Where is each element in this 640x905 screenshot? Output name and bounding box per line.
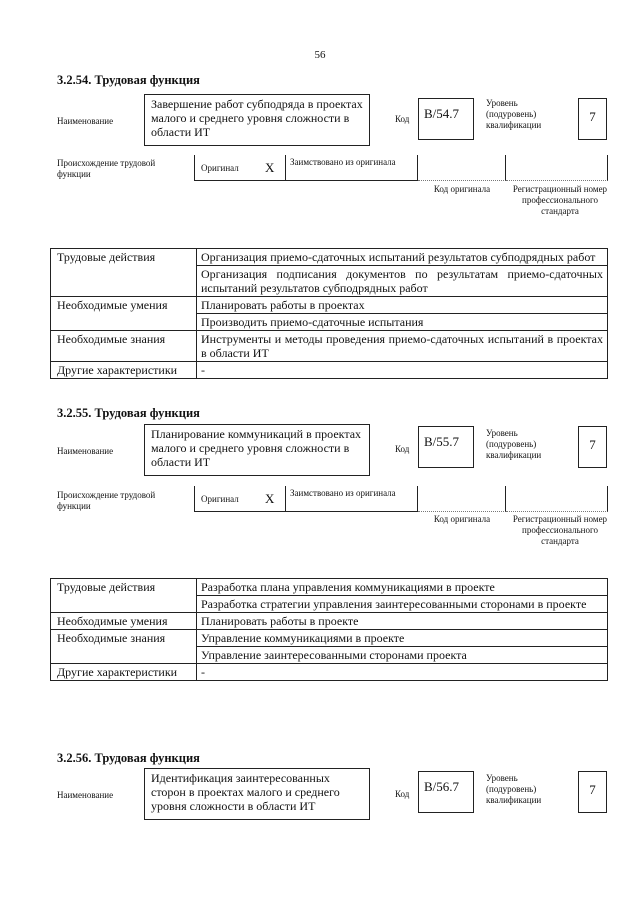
origin-row — [194, 155, 608, 181]
level-label: Уровень (подуровень) квалификации — [486, 773, 542, 805]
row-value: Производить приемо-сдаточные испытания — [197, 314, 608, 331]
table-row — [51, 630, 608, 647]
row-key: Другие характеристики — [51, 664, 197, 681]
row-value: Разработка стратегии управления заинтересованными сторонами в проекте — [197, 596, 608, 613]
name-label: Наименование — [57, 790, 114, 800]
page-number: 56 — [314, 49, 326, 61]
table-row — [51, 613, 608, 630]
row-value: Планировать работы в проекте — [197, 613, 608, 630]
origin-label: Происхождение трудовой функции — [57, 158, 156, 179]
row-key: Трудовые действия — [51, 579, 197, 613]
origin-label: Происхождение трудовой функции — [57, 490, 156, 511]
function-code-box: B/56.7 — [418, 771, 474, 813]
table-row — [51, 249, 608, 266]
function-code-box: B/55.7 — [418, 426, 474, 468]
level-box: 7 — [578, 98, 607, 140]
original-label: Оригинал — [201, 163, 239, 173]
borrowed-cell — [286, 486, 418, 512]
level-label: Уровень (подуровень) квалификации — [486, 98, 542, 130]
row-value: Управление заинтересованными сторонами проекта — [197, 647, 608, 664]
borrowed-label: Заимствовано из оригинала — [290, 157, 396, 167]
section-title: 3.2.55. Трудовая функция — [57, 406, 200, 420]
row-value: - — [197, 362, 608, 379]
code-original-label: Код оригинала — [433, 184, 491, 194]
level-box: 7 — [578, 426, 607, 468]
row-value: Организация приемо-сдаточных испытаний результатов субподрядных работ — [197, 249, 608, 266]
table-row — [51, 362, 608, 379]
code-original-cell — [418, 486, 506, 512]
row-value: Инструменты и методы проведения приемо-сдаточных испытаний в проектах в области ИТ — [197, 331, 608, 362]
table-row — [51, 664, 608, 681]
reg-number-label: Регистрационный номер профессионального стандарта — [512, 514, 608, 546]
function-code-box: B/54.7 — [418, 98, 474, 140]
function-name-box: Завершение работ субподряда в проектах малого и среднего уровня сложности в области ИТ — [144, 94, 370, 146]
section-title: 3.2.54. Трудовая функция — [57, 73, 200, 87]
section-title: 3.2.56. Трудовая функция — [57, 751, 200, 765]
level-label: Уровень (подуровень) квалификации — [486, 428, 542, 460]
name-label: Наименование — [57, 116, 114, 126]
original-cell — [194, 155, 286, 181]
row-key: Другие характеристики — [51, 362, 197, 379]
row-key: Трудовые действия — [51, 249, 197, 297]
original-mark: X — [265, 491, 275, 506]
row-value: Планировать работы в проектах — [197, 297, 608, 314]
row-key: Необходимые умения — [51, 613, 197, 630]
table-row — [51, 297, 608, 314]
origin-row — [194, 486, 608, 512]
function-table — [50, 248, 608, 379]
row-value: Управление коммуникациями в проекте — [197, 630, 608, 647]
function-name-box: Планирование коммуникаций в проектах малого и среднего уровня сложности в области ИТ — [144, 424, 370, 476]
code-label: Код — [395, 789, 410, 799]
original-mark: X — [265, 160, 275, 175]
row-value: Разработка плана управления коммуникациями в проекте — [197, 579, 608, 596]
table-row — [51, 331, 608, 362]
borrowed-label: Заимствовано из оригинала — [290, 488, 396, 498]
function-name-box: Идентификация заинтересованных сторон в проектах малого и среднего уровня сложности в области ИТ — [144, 768, 370, 820]
function-table — [50, 578, 608, 681]
code-original-cell — [418, 155, 506, 181]
table-row — [51, 579, 608, 596]
row-key: Необходимые умения — [51, 297, 197, 331]
borrowed-cell — [286, 155, 418, 181]
reg-number-cell — [506, 155, 608, 181]
original-cell — [194, 486, 286, 512]
row-value: - — [197, 664, 608, 681]
original-label: Оригинал — [201, 494, 239, 504]
code-label: Код — [395, 444, 410, 454]
code-original-label: Код оригинала — [433, 514, 491, 524]
reg-number-cell — [506, 486, 608, 512]
row-key: Необходимые знания — [51, 331, 197, 362]
code-label: Код — [395, 114, 410, 124]
row-key: Необходимые знания — [51, 630, 197, 664]
reg-number-label: Регистрационный номер профессионального стандарта — [512, 184, 608, 216]
level-box: 7 — [578, 771, 607, 813]
name-label: Наименование — [57, 446, 114, 456]
row-value: Организация подписания документов по результатам приемо-сдаточных испытаний результатов субподрядных работ — [197, 266, 608, 297]
